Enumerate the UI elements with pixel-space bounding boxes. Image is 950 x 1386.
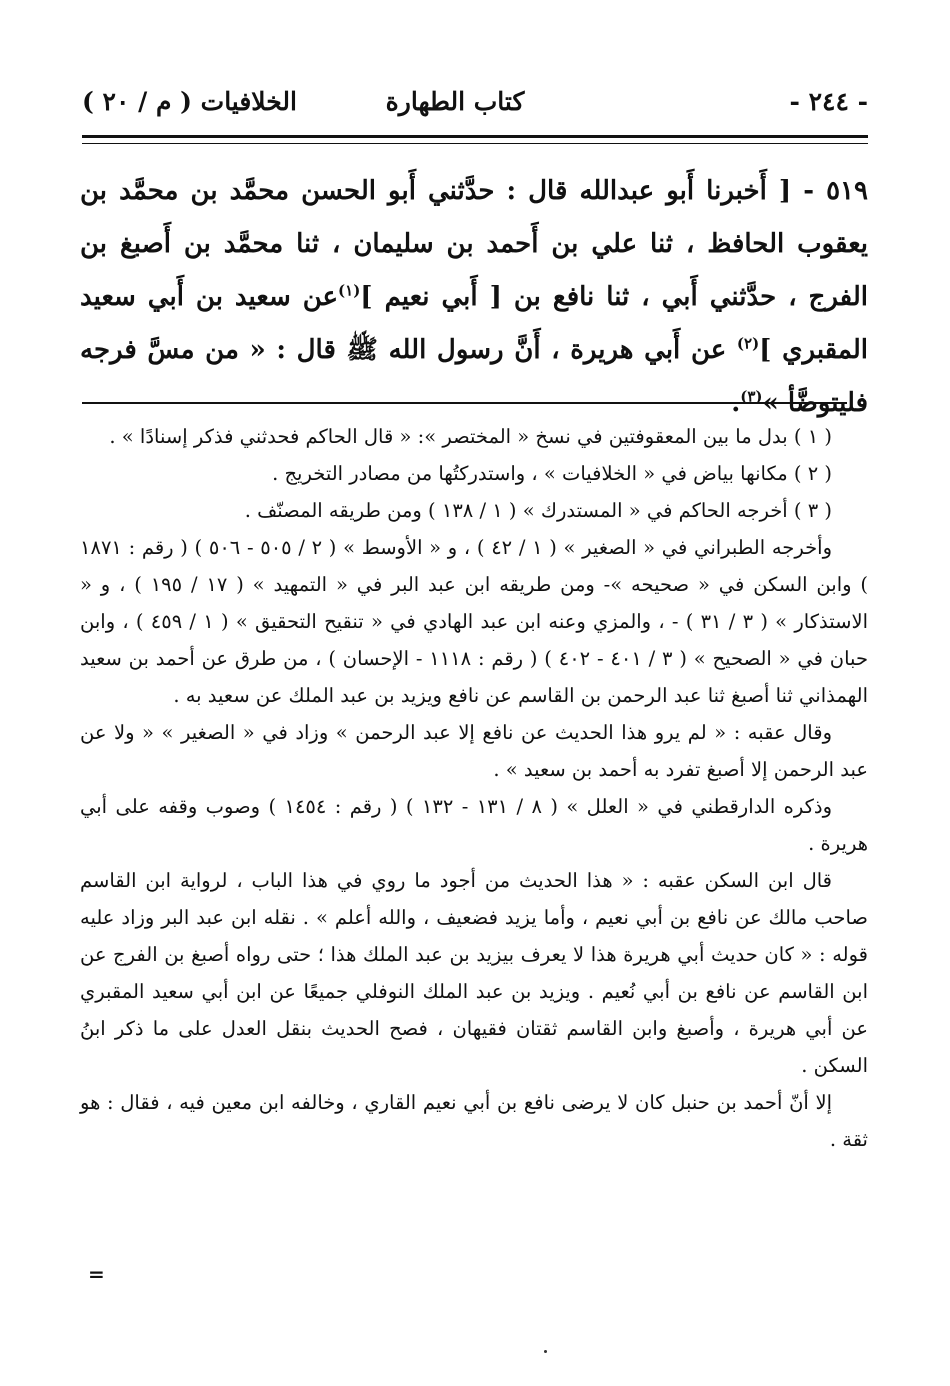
part-label: الخلافيات ( م / ٢٠ ) <box>82 87 297 116</box>
footnote-2: ( ٢ ) مكانها بياض في « الخلافيات » ، واستدركتُها من مصادر التخريج . <box>272 462 832 485</box>
hadith-line: أَبي هريرة ، أَنَّ رسول الله ﷺ قال : « من مسَّ فرجه فليتوضَّأ » <box>80 335 868 418</box>
footnote-ref[interactable]: (١) <box>338 281 361 300</box>
footnote-paragraph: قال ابن السكن عقبه : « هذا الحديث من أجود ما روي في هذا الباب ، لرواية ابن القاسم صاحب مالك عن نافع بن أبي نعيم ، وأما يزيد فضعيف ، والله أعلم » . نقله ابن عبد البر وزاد عليه قوله : « كان حديث أبي هريرة هذا لا يعرف بيزيد بن عبد الملك هذا ؛ حتى رواه أصبغ بن الفرج عن ابن القاسم عن نافع بن أبي نُعيم . ويزيد بن عبد الملك النوفلي جميعًا عن ابن أبي سعيد المقبري عن أبي هريرة ، وأصبغ وابن القاسم ثقتان فقيهان ، فصح الحديث بنقل العدل على ما ذكر ابنُ السكن . <box>80 869 868 1077</box>
footnote-1: ( ١ ) بدل ما بين المعقوفتين في نسخ « المختصر »: « قال الحاكم فحدثني فذكر إسنادًا » . <box>109 425 832 448</box>
footnote-ref[interactable]: (٢) <box>736 334 760 353</box>
footnote-paragraph: وأخرجه الطبراني في « الصغير » ( ١ / ٤٢ ) ، و « الأوسط » ( ٢ / ٥٠٥ - ٥٠٦ ) ( رقم : ١٨٧١ ) وابن السكن في « صحيحه »- ومن طريقه ابن عبد البر في « التمهيد » ( ١٧ / ١٩٥ ) ، و « الاستذكار » ( ٣ / ٣١ ) - ، والمزي وعنه ابن عبد الهادي في « تنقيح التحقيق » ( ١ / ٤٥٩ ) ، وابن حبان في « الصحيح » ( ٣ / ٤٠١ - ٤٠٢ ) ( رقم : ١١١٨ - الإحسان ) ، من طرق عن أحمد بن سعيد الهمذاني ثنا أصبغ ثنا عبد الرحمن بن القاسم عن نافع ويزيد بن عبد الملك عن سعيد به . <box>80 536 868 707</box>
hadith-line: عن <box>690 335 737 365</box>
footnotes <box>80 418 868 1158</box>
footnote-paragraph: إلا أنّ أحمد بن حنبل كان لا يرضى نافع بن أبي نعيم القاري ، وخالفه ابن معين فيه ، فقال : هو ثقة . <box>80 1091 868 1151</box>
header-rule-thick <box>82 135 868 142</box>
running-header <box>82 84 868 124</box>
hadith-line: عن سعيد بن أَبي سعيد المقبري ] <box>80 282 868 365</box>
hadith-end: . <box>731 388 741 418</box>
hadith-line: حدَّثني أَبي ، ثنا نافع بن [ أَبي نعيم ] <box>360 282 777 312</box>
hadith-line: يعقوب الحافظ ، ثنا علي بن أَحمد بن سليمان ، ثنا محمَّد بن أَصبغ بن الفرج ، <box>80 229 868 312</box>
book-title: كتاب الطهارة <box>385 87 525 116</box>
header-rule-thin <box>82 143 868 144</box>
footnote-separator <box>82 402 847 404</box>
hadith-text <box>80 165 868 430</box>
scan-speck <box>544 1350 547 1353</box>
page-number: - ٢٤٤ - <box>789 87 868 116</box>
continuation-mark: = <box>88 1262 105 1286</box>
footnote-paragraph: وقال عقبه : « لم يرو هذا الحديث عن نافع إلا عبد الرحمن » وزاد في « الصغير » « ولا عن عبد الرحمن إلا أصبغ تفرد به أحمد بن سعيد » . <box>80 721 868 781</box>
footnote-paragraph: وذكره الدارقطني في « العلل » ( ٨ / ١٣١ - ١٣٢ ) ( رقم : ١٤٥٤ ) وصوب وقفه على أبي هريرة . <box>80 795 868 855</box>
footnote-3: ( ٣ ) أخرجه الحاكم في « المستدرك » ( ١ / ١٣٨ ) ومن طريقه المصنّف . <box>244 499 832 522</box>
hadith-line: ٥١٩ - [ أَخبرنا أَبو عبدالله قال : حدَّثني أَبو الحسن محمَّد بن محمَّد بن <box>80 176 868 206</box>
footnote-ref[interactable]: (٣) <box>740 387 763 406</box>
